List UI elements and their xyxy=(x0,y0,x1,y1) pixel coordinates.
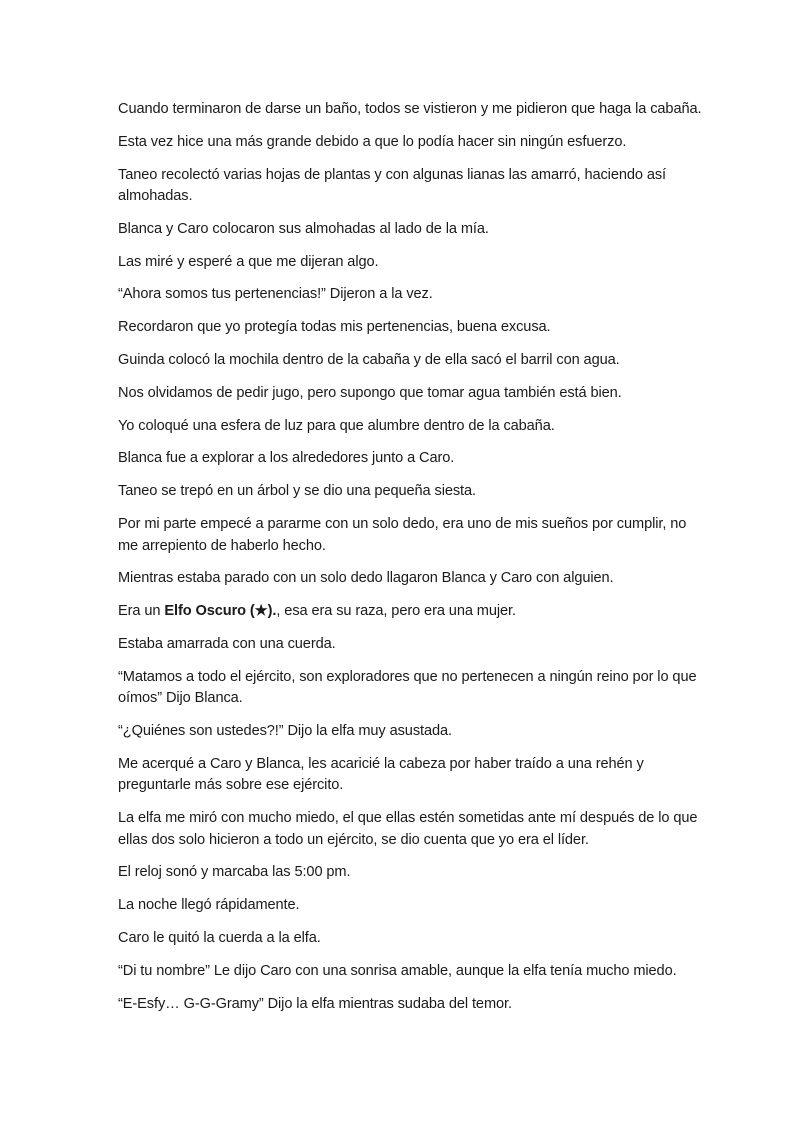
paragraph: “Di tu nombre” Le dijo Caro con una sonrisa amable, aunque la elfa tenía mucho miedo. xyxy=(118,962,677,979)
paragraph: Blanca y Caro colocaron sus almohadas al lado de la mía. xyxy=(118,220,489,237)
elf-line-suffix: , esa era su raza, pero era una mujer. xyxy=(276,603,516,620)
paragraph: Guinda colocó la mochila dentro de la cabaña y de ella sacó el barril con agua. xyxy=(118,352,620,369)
paragraph: Mientras estaba parado con un solo dedo llagaron Blanca y Caro con alguien. xyxy=(118,570,614,587)
paragraph: “Ahora somos tus pertenencias!” Dijeron a la vez. xyxy=(118,286,433,303)
paragraph: El reloj sonó y marcaba las 5:00 pm. xyxy=(118,864,351,881)
paragraph: “¿Quiénes son ustedes?!” Dijo la elfa muy asustada. xyxy=(118,723,452,740)
document-body xyxy=(118,99,708,1026)
paragraph: Taneo se trepó en un árbol y se dio una pequeña siesta. xyxy=(118,483,476,500)
paragraph: “Matamos a todo el ejército, son exploradores que no pertenecen a ningún reino por lo que oímos” Dijo Blanca. xyxy=(118,668,697,707)
elf-paragraph xyxy=(118,601,708,623)
paragraph: Cuando terminaron de darse un baño, todos se vistieron y me pidieron que haga la cabaña. xyxy=(118,101,702,117)
paragraph: Esta vez hice una más grande debido a que lo podía hacer sin ningún esfuerzo. xyxy=(118,133,627,150)
paragraph: Yo coloqué una esfera de luz para que alumbre dentro de la cabaña. xyxy=(118,417,555,434)
paragraph: Por mi parte empecé a pararme con un solo dedo, era uno de mis sueños por cumplir, no me arrepiento de haberlo hecho. xyxy=(118,516,687,554)
paragraph: Nos olvidamos de pedir jugo, pero supongo que tomar agua también está bien. xyxy=(118,384,622,401)
paragraph: Caro le quitó la cuerda a la elfa. xyxy=(118,930,321,947)
elf-line-prefix: Era un xyxy=(118,603,165,620)
paragraph: La elfa me miró con mucho miedo, el que ellas estén sometidas ante mí después de lo que ellas dos solo hicieron a todo un ejército, se dio cuenta que yo era el líder. xyxy=(118,810,698,848)
paragraph: Recordaron que yo protegía todas mis pertenencias, buena excusa. xyxy=(118,319,551,336)
paragraph: Las miré y esperé a que me dijeran algo. xyxy=(118,253,379,270)
paragraph: Estaba amarrada con una cuerda. xyxy=(118,635,336,652)
paragraph: Me acerqué a Caro y Blanca, les acaricié la cabeza por haber traído a una rehén y preguntarle más sobre ese ejército. xyxy=(118,755,644,794)
elf-race-bold: Elfo Oscuro (★). xyxy=(164,603,277,620)
paragraph: Taneo recolectó varias hojas de plantas y con algunas lianas las amarró, haciendo así almohadas. xyxy=(118,166,667,205)
paragraph: “E-Esfy… G-G-Gramy” Dijo la elfa mientras sudaba del temor. xyxy=(118,995,512,1012)
paragraph: La noche llegó rápidamente. xyxy=(118,897,300,914)
paragraph: Blanca fue a explorar a los alrededores junto a Caro. xyxy=(118,450,455,467)
